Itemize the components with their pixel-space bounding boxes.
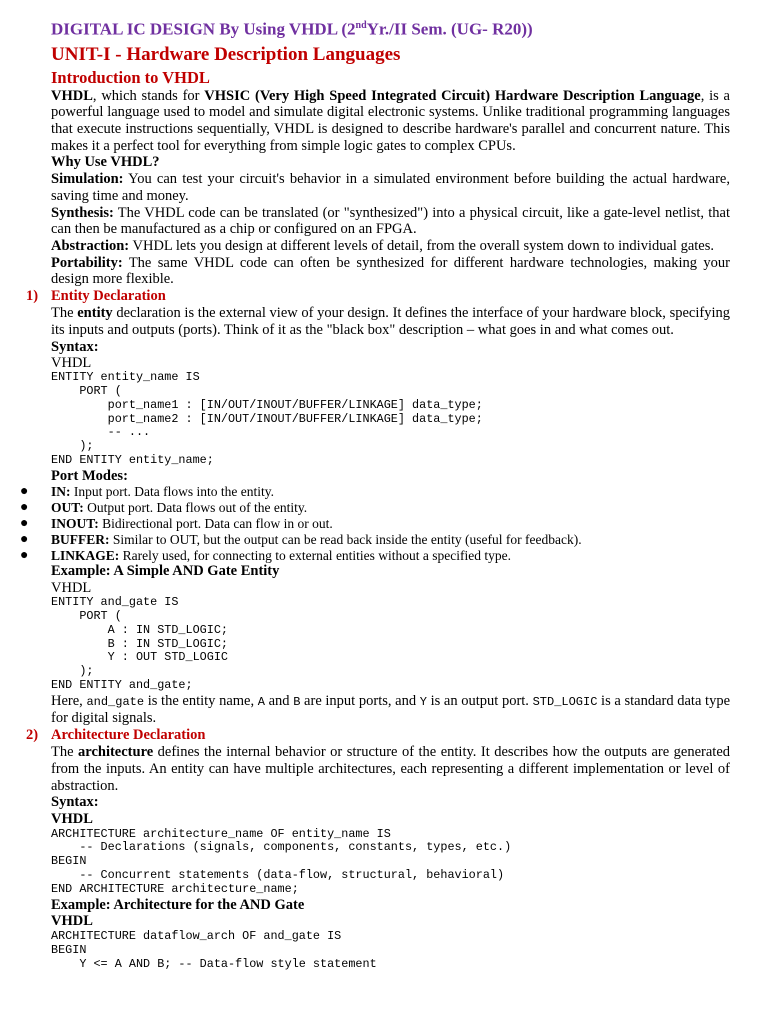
intro-text-1: , which stands for <box>92 87 205 104</box>
explain-text: Here, <box>51 692 87 709</box>
entity-syntax-lang: VHDL <box>51 355 92 372</box>
explain-text: are input ports, and <box>300 692 420 709</box>
arch-text-2: defines the internal behavior or structure of the entity. It describes how the outputs are generated from the inputs. An entity can have multiple architectures, each representing a different implementation or level of abstraction. <box>51 744 730 794</box>
port-mode-item <box>20 531 730 548</box>
intro-text-2: , is a powerful language used to model and simulate digital electronic systems. Unlike traditional programming languages that execute instructions sequentially, VHDL is designed to describe hardware's parallel and concurrent nature. This makes it a perfect tool for everything from simple logic gates to complex CPUs. <box>51 87 730 154</box>
port-mode-text: Rarely used, for connecting to external entities without a specified type. <box>119 547 512 563</box>
reason-label: Synthesis: <box>51 204 114 221</box>
explain-text: and <box>264 692 294 709</box>
arch-text-1: The <box>51 744 79 761</box>
arch-example-heading: Example: Architecture for the AND Gate <box>51 896 305 913</box>
entity-term: entity <box>77 305 113 322</box>
reason-item <box>51 205 730 238</box>
explain-text: is the entity name, <box>144 692 258 709</box>
port-mode-item <box>20 516 730 532</box>
title-superscript: nd <box>355 20 367 31</box>
port-mode-text: Output port. Data flows out of the entity. <box>83 500 308 516</box>
port-mode-text: Similar to OUT, but the output can be read back inside the entity (useful for feedback). <box>109 531 582 547</box>
section-title: Architecture Declaration <box>51 727 206 744</box>
reason-text: The VHDL code can be translated (or "synthesized") into a physical circuit, like a gate-level netlist, that can then be manufactured as a chip or configured on an FPGA. <box>51 204 730 238</box>
inline-code: B <box>293 694 301 709</box>
document-title <box>51 14 730 42</box>
arch-example-code: ARCHITECTURE dataflow_arch OF and_gate IS BEGIN Y <= A AND B; -- Data-flow style statement <box>51 929 377 971</box>
entity-text-1: The <box>51 305 78 322</box>
vhdl-term: VHDL <box>51 87 93 104</box>
port-modes-heading: Port Modes: <box>51 467 128 484</box>
entity-text-2: declaration is the external view of your design. It defines the interface of your hardware block, specifying its inputs and outputs (ports). Think of it as the "black box" description – what goes in and what comes out. <box>51 305 731 338</box>
vhsic-term: VHSIC (Very High Speed Integrated Circuit) Hardware Description Language <box>204 87 701 104</box>
reason-text: You can test your circuit's behavior in a simulated environment before building the actual hardware, saving time and money. <box>51 171 730 204</box>
entity-example-heading: Example: A Simple AND Gate Entity <box>51 563 280 580</box>
entity-paragraph <box>51 305 730 338</box>
explain-text: is an output port. <box>426 692 533 709</box>
reason-text: VHDL lets you design at different levels of detail, from the overall system down to individual gates. <box>129 237 714 254</box>
architecture-term: architecture <box>78 744 154 761</box>
port-mode-label: INOUT: <box>51 516 99 532</box>
port-mode-label: LINKAGE: <box>51 547 120 563</box>
port-mode-label: IN: <box>51 484 71 500</box>
arch-syntax-heading: Syntax: <box>51 794 99 811</box>
arch-syntax-lang: VHDL <box>51 810 93 827</box>
port-mode-item <box>20 547 730 564</box>
port-mode-text: Bidirectional port. Data can flow in or out. <box>98 516 333 532</box>
inline-code: A <box>257 694 265 709</box>
reason-item <box>51 171 730 204</box>
bullet-icon: ● <box>20 531 29 547</box>
intro-paragraph <box>51 88 730 155</box>
architecture-heading <box>26 727 730 744</box>
entity-example-explanation <box>51 693 730 727</box>
entity-heading <box>26 288 730 305</box>
reason-label: Portability: <box>51 254 123 271</box>
arch-example-lang: VHDL <box>51 913 93 930</box>
section-number: 1) <box>26 288 39 305</box>
entity-syntax-heading: Syntax: <box>51 338 99 355</box>
section-title: Entity Declaration <box>51 288 166 305</box>
architecture-paragraph <box>51 744 730 794</box>
explain-text: is a standard data type for digital signals. <box>51 692 731 727</box>
entity-example-lang: VHDL <box>51 580 92 597</box>
why-heading: Why Use VHDL? <box>51 154 160 171</box>
title-text: DIGITAL IC DESIGN By Using VHDL (2 <box>51 19 356 39</box>
port-modes-list <box>20 484 730 563</box>
bullet-icon: ● <box>20 547 29 563</box>
port-mode-label: BUFFER: <box>51 531 110 547</box>
inline-code: Y <box>419 694 427 709</box>
entity-syntax-code: ENTITY entity_name IS PORT ( port_name1 : [IN/OUT/INOUT/BUFFER/LINKAGE] data_type; port_name2 : [IN/OUT/INOUT/BUFFER/LINKAGE] data_type; -- ... ); END ENTITY entity_name; <box>51 370 483 467</box>
inline-code: and_gate <box>86 694 145 709</box>
reason-item <box>51 255 730 288</box>
document-page <box>20 14 731 971</box>
entity-example-code: ENTITY and_gate IS PORT ( A : IN STD_LOGIC; B : IN STD_LOGIC; Y : OUT STD_LOGIC ); END ENTITY and_gate; <box>51 595 228 692</box>
port-mode-item <box>20 484 730 500</box>
inline-code: STD_LOGIC <box>532 694 598 709</box>
intro-heading: Introduction to VHDL <box>51 67 210 87</box>
port-mode-label: OUT: <box>51 500 84 516</box>
arch-syntax-code: ARCHITECTURE architecture_name OF entity_name IS -- Declarations (signals, components, constants, types, etc.) BEGIN -- Concurrent statements (data-flow, structural, behavioral) END ARCHITECTURE architecture_name; <box>51 826 512 896</box>
bullet-icon: ● <box>20 484 29 500</box>
reason-item <box>51 238 730 255</box>
bullet-icon: ● <box>20 500 29 516</box>
port-mode-item <box>20 500 730 516</box>
unit-title: UNIT-I - Hardware Description Languages <box>51 43 401 65</box>
reason-label: Simulation: <box>51 171 124 188</box>
port-mode-text: Input port. Data flows into the entity. <box>70 484 274 500</box>
reason-label: Abstraction: <box>51 237 130 254</box>
reasons-list <box>51 171 730 288</box>
reason-text: The same VHDL code can often be synthesized for different hardware technologies, making your design more flexible. <box>51 254 730 288</box>
section-number: 2) <box>26 727 39 744</box>
title-text-end: Yr./II Sem. (UG- R20)) <box>366 19 533 39</box>
bullet-icon: ● <box>20 516 29 532</box>
